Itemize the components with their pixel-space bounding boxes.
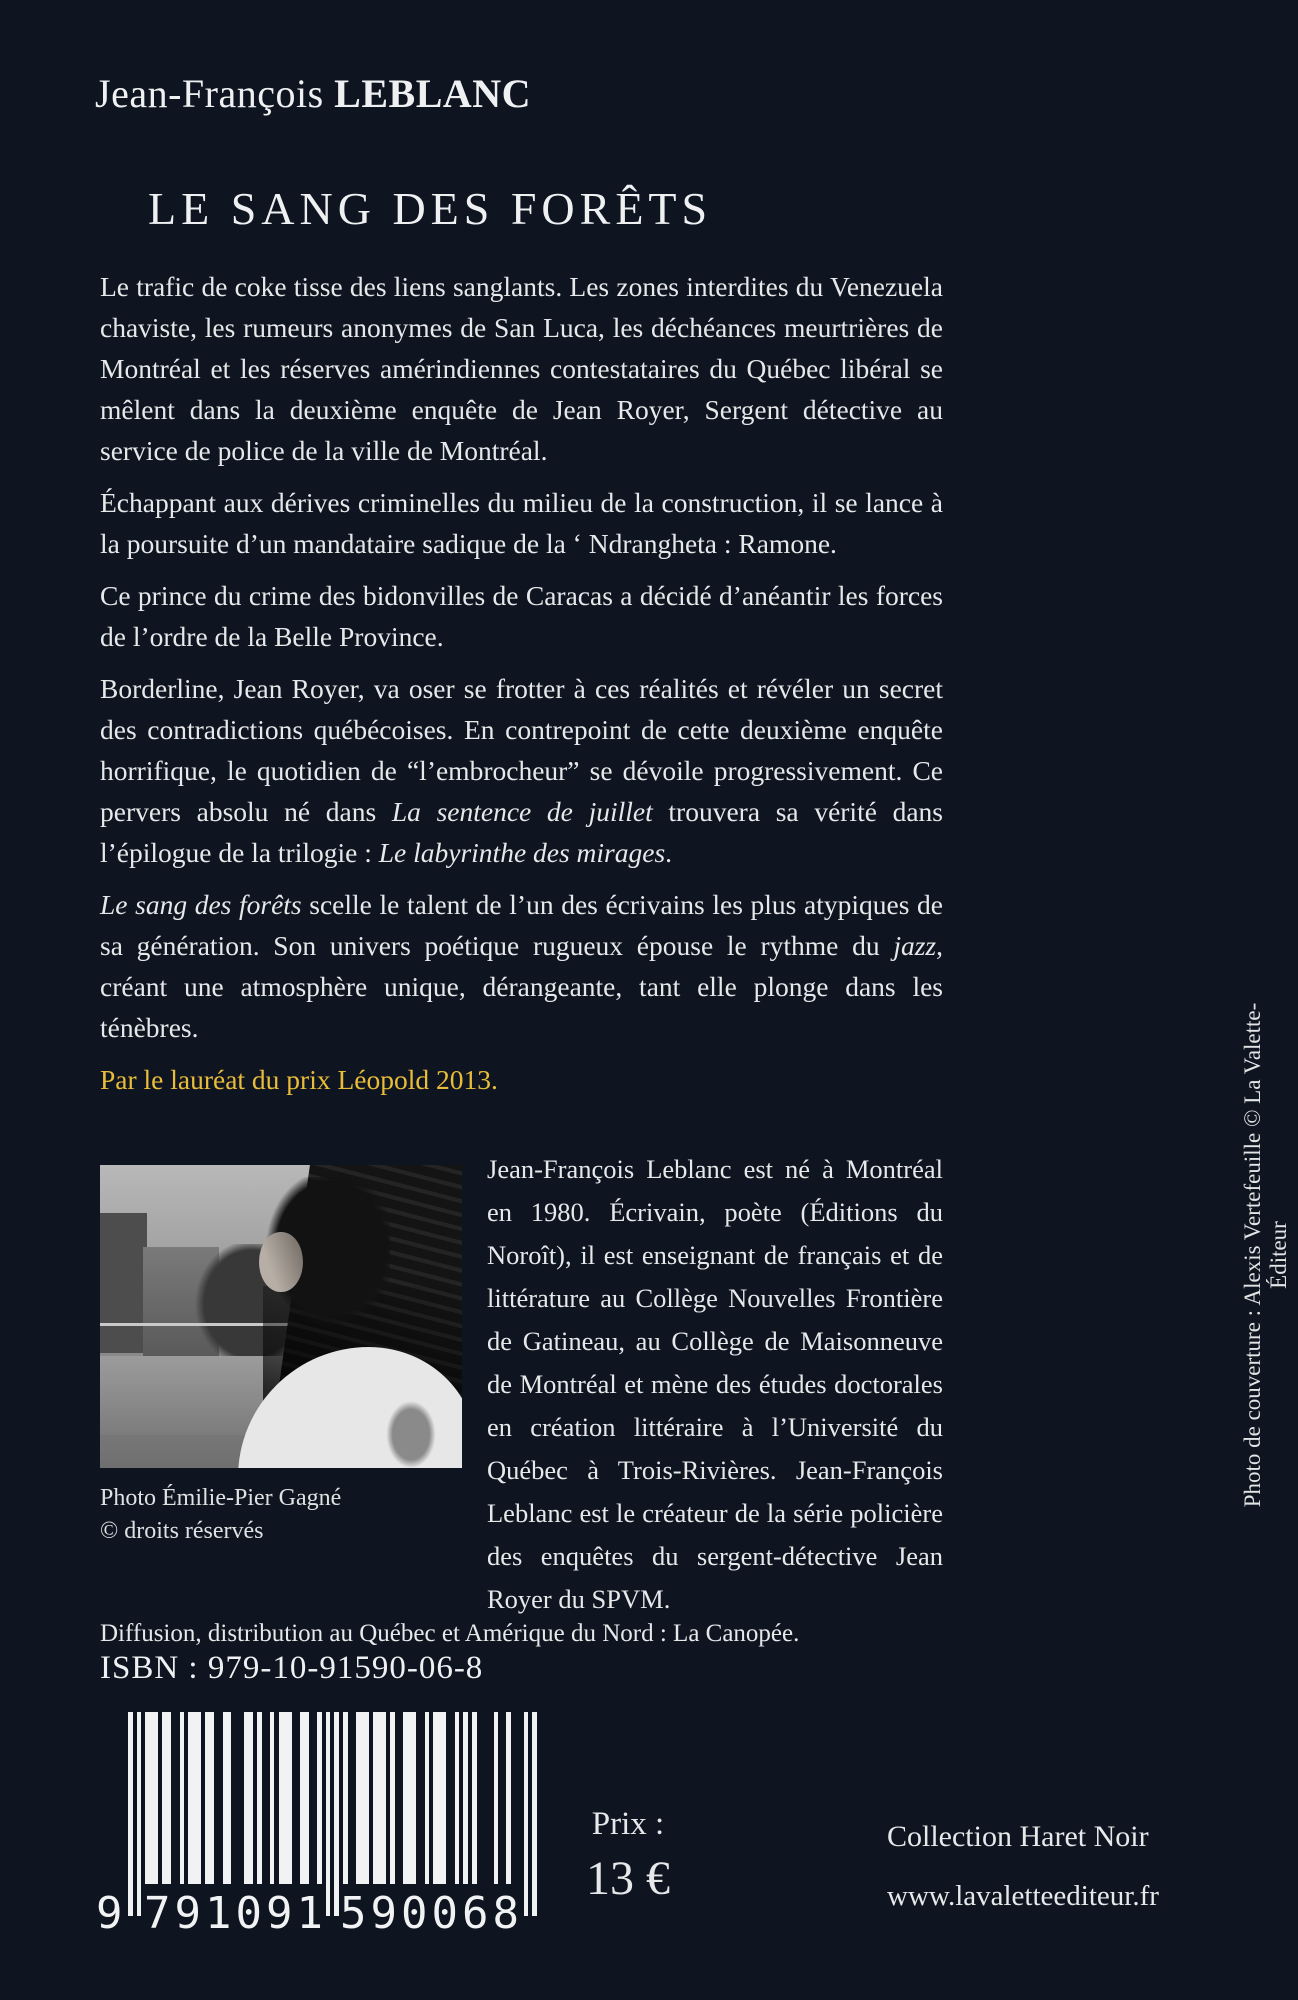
barcode-bar xyxy=(343,1712,348,1884)
barcode-bar xyxy=(506,1712,511,1884)
synopsis-paragraph: Borderline, Jean Royer, va oser se frotter à ces réalités et révéler un secret des contradictions québécoises. En contrepoint de cette deuxième enquête horrifique, le quotidien de “l’embrocheur” se dévoile progressivement. Ce pervers absolu né dans La sentence de juillet trouvera sa vérité dans l’épilogue de la trilogie : Le labyrinthe des mirages. xyxy=(100,673,944,868)
diffusion-line: Diffusion, distribution au Québec et Amérique du Nord : La Canopée. xyxy=(100,1620,800,1647)
barcode-bar xyxy=(317,1712,322,1884)
barcode-digit-prefix: 9 xyxy=(96,1888,123,1939)
photo-credit xyxy=(100,1482,341,1548)
synopsis-paragraph: Le sang des forêts scelle le talent de l’un des écrivains les plus atypiques de sa génération. Son univers poétique rugueux épouse le rythme du jazz, créant une atmosphère unique, dérangeante, tant elle plonge dans les ténèbres. xyxy=(100,889,943,1043)
ean13-barcode xyxy=(96,1712,537,1942)
isbn-line: ISBN : 979-10-91590-06-8 xyxy=(100,1650,484,1686)
barcode-bar xyxy=(463,1712,468,1884)
barcode-bar xyxy=(137,1712,142,1916)
price-label: Prix : xyxy=(591,1806,665,1842)
photo-author-face xyxy=(259,1232,302,1293)
book-title: LE SANG DES FORÊTS xyxy=(148,183,713,234)
award-note: Par le lauréat du prix Léopold 2013. xyxy=(100,1064,498,1095)
barcode-bar xyxy=(304,1712,309,1884)
author-photo xyxy=(100,1165,462,1468)
synopsis-paragraphs xyxy=(100,266,943,1048)
synopsis xyxy=(100,266,943,1111)
price-value: 13 € xyxy=(586,1852,670,1905)
barcode-bar xyxy=(532,1712,537,1916)
author-last-name: LEBLANC xyxy=(334,71,532,116)
photo-credit-line1: Photo Émilie-Pier Gagné xyxy=(100,1485,342,1511)
barcode-bar xyxy=(425,1712,430,1884)
collection-name: Collection Haret Noir xyxy=(887,1820,1149,1853)
barcode-bar xyxy=(455,1712,460,1884)
barcode-bar xyxy=(270,1712,275,1884)
barcode-bar xyxy=(412,1712,417,1884)
barcode-bar xyxy=(524,1712,529,1916)
barcode-bar xyxy=(382,1712,387,1884)
barcode-bar xyxy=(326,1712,331,1916)
barcode-bar xyxy=(167,1712,172,1884)
barcode-bar xyxy=(248,1712,253,1884)
photo-shirt-shadow xyxy=(382,1395,440,1468)
author-name xyxy=(95,70,531,117)
barcode-bar xyxy=(287,1712,292,1884)
barcode-bar xyxy=(334,1712,339,1916)
author-first-name: Jean-François xyxy=(95,71,335,116)
barcode-bar xyxy=(210,1712,215,1884)
cover-photo-credit: Photo de couverture : Alexis Vertefeuille © La Valette-Éditeur xyxy=(1240,1002,1291,1508)
barcode-group-right: 590068 xyxy=(340,1888,523,1939)
photo-credit-line2: © droits réservés xyxy=(100,1518,264,1544)
barcode-bar xyxy=(197,1712,202,1884)
barcode-bar xyxy=(128,1712,133,1916)
synopsis-paragraph: Ce prince du crime des bidonvilles de Caracas a décidé d’anéantir les forces de l’ordre de la Belle Province. xyxy=(100,580,943,652)
synopsis-paragraph: Le trafic de coke tisse des liens sanglants. Les zones interdites du Venezuela chaviste, les rumeurs anonymes de San Luca, les déchéances meurtrières de Montréal et les réserves amérindiennes contestataires du Québec libéral se mêlent dans la deuxième enquête de Jean Royer, Sergent détective au service de police de la ville de Montréal. xyxy=(100,271,943,466)
barcode-bars xyxy=(128,1712,537,1916)
author-bio: Jean-François Leblanc est né à Montréal en 1980. Écrivain, poète (Éditions du Noroît), il est enseignant de français et de littérature au Collège Nouvelles Frontière de Gatineau, au Collège de Maisonneuve de Montréal et mène des études doctorales en création littéraire à l’Université du Québec à Trois-Rivières. Jean-François Leblanc est le créateur de la série policière des enquêtes du sergent-détective Jean Royer du SPVM. xyxy=(487,1154,943,1614)
publisher-block xyxy=(887,1820,1187,1913)
barcode-bar xyxy=(227,1712,232,1884)
barcode-bar xyxy=(494,1712,499,1884)
barcode-bar xyxy=(154,1712,159,1884)
barcode-group-left: 791091 xyxy=(144,1888,327,1939)
publisher-website: www.lavaletteediteur.fr xyxy=(887,1880,1159,1912)
synopsis-paragraph: Échappant aux dérives criminelles du milieu de la construction, il se lance à la poursuite d’un mandataire sadique de la ‘ Ndrangheta : Ramone. xyxy=(100,487,943,559)
photo-building-left xyxy=(100,1213,147,1352)
barcode-bar xyxy=(180,1712,185,1884)
barcode-bar xyxy=(442,1712,447,1884)
barcode-bar xyxy=(390,1712,395,1884)
barcode-bar xyxy=(472,1712,477,1884)
barcode-bar xyxy=(257,1712,262,1884)
barcode-bar xyxy=(365,1712,370,1884)
price-block xyxy=(548,1806,708,1906)
